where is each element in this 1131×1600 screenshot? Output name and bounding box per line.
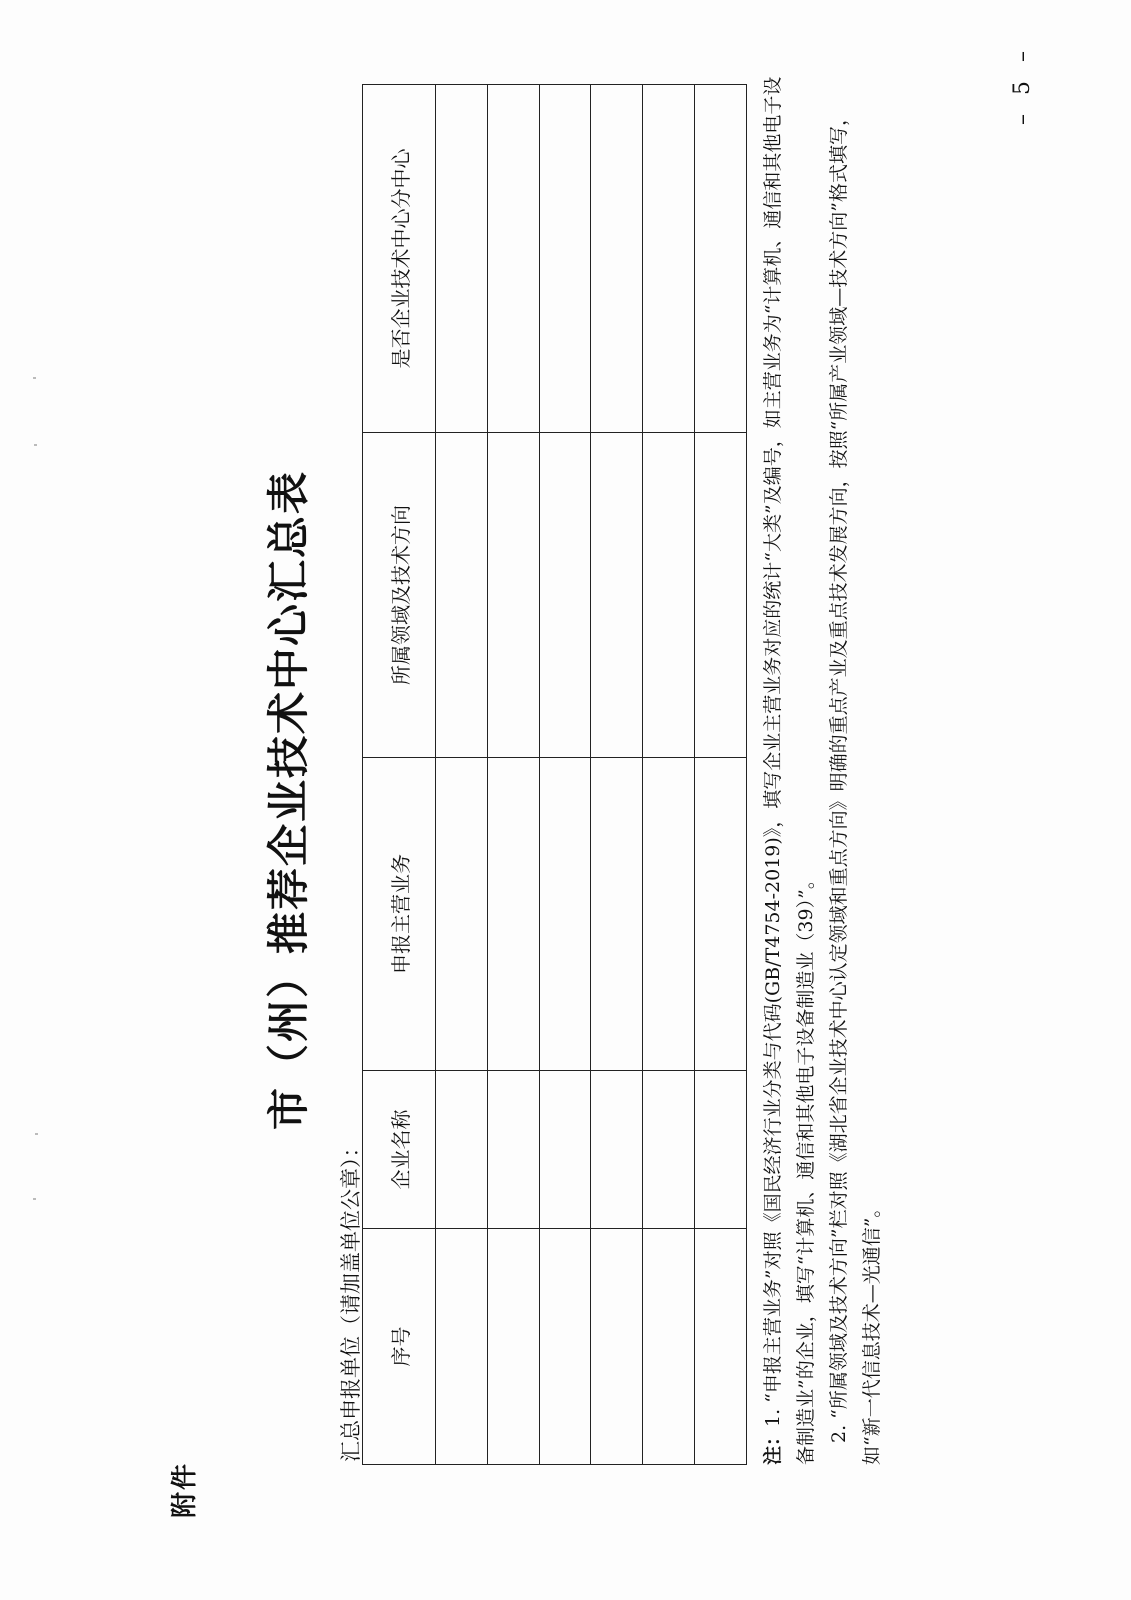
table-cell (487, 433, 539, 758)
table-cell (539, 1229, 591, 1465)
table-cell (695, 758, 747, 1071)
header-is-branch-center: 是否企业技术中心分中心 (363, 85, 436, 433)
summary-table (362, 84, 747, 1465)
header-company-name: 企业名称 (363, 1071, 436, 1229)
table-cell (591, 1071, 643, 1229)
table-cell (695, 433, 747, 758)
table-cell (591, 85, 643, 433)
table-row (539, 85, 591, 1465)
table-cell (539, 758, 591, 1071)
submitting-unit-label: 汇总申报单位（请加盖单位公章）： (339, 1136, 363, 1462)
page-number: – 5 – (1010, 45, 1035, 125)
header-main-business: 申报主营业务 (363, 758, 436, 1071)
table-cell (643, 433, 695, 758)
note-prefix: 注： (762, 1426, 784, 1465)
note-2-text: 2. “所属领域及技术方向”栏对照《湖北省企业技术中心认定领域和重点方向》明确的重点产业及重点技术发展方向，按照“所属产业领域—技术方向”格式填写，如“新一代信息技术—光通信”。 (828, 106, 883, 1465)
table-row (591, 85, 643, 1465)
table-cell (695, 1071, 747, 1229)
table-row (487, 85, 539, 1465)
table-body (436, 85, 747, 1465)
table-cell (695, 85, 747, 433)
table-cell (643, 85, 695, 433)
document-title: 市（州）推荐企业技术中心汇总表 (264, 470, 313, 1131)
table-cell (643, 1229, 695, 1465)
table-header-row (363, 85, 436, 1465)
table-cell (591, 1229, 643, 1465)
table-cell (643, 1071, 695, 1229)
table-cell (487, 1229, 539, 1465)
table-cell (436, 85, 488, 433)
table-cell (487, 758, 539, 1071)
table-row (436, 85, 488, 1465)
table-cell (539, 85, 591, 433)
table-cell (591, 758, 643, 1071)
note-1 (757, 70, 823, 1465)
table-row (695, 85, 747, 1465)
table-cell (591, 433, 643, 758)
table-cell (539, 1071, 591, 1229)
note-1-text: 1. “申报主营业务”对照《国民经济行业分类与代码(GB/T4754-2019)》，填写企业主营业务对应的统计“大类”及编号，如主营业务为“计算机、通信和其他电子设备制造业”的企业，填写“计算机、通信和其他电子设备制造业（39）”。 (762, 76, 817, 1465)
table-cell (436, 433, 488, 758)
note-2 (823, 70, 889, 1465)
table-cell (436, 758, 488, 1071)
attachment-label: 附件 (170, 1461, 200, 1518)
table-cell (436, 1071, 488, 1229)
table-cell (487, 85, 539, 433)
table-cell (695, 1229, 747, 1465)
header-serial-number: 序号 (363, 1229, 436, 1465)
header-field-tech-direction: 所属领域及技术方向 (363, 433, 436, 758)
table-cell (539, 433, 591, 758)
notes-block (757, 70, 889, 1465)
table-cell (487, 1071, 539, 1229)
table-cell (436, 1229, 488, 1465)
table-row (643, 85, 695, 1465)
table-cell (643, 758, 695, 1071)
